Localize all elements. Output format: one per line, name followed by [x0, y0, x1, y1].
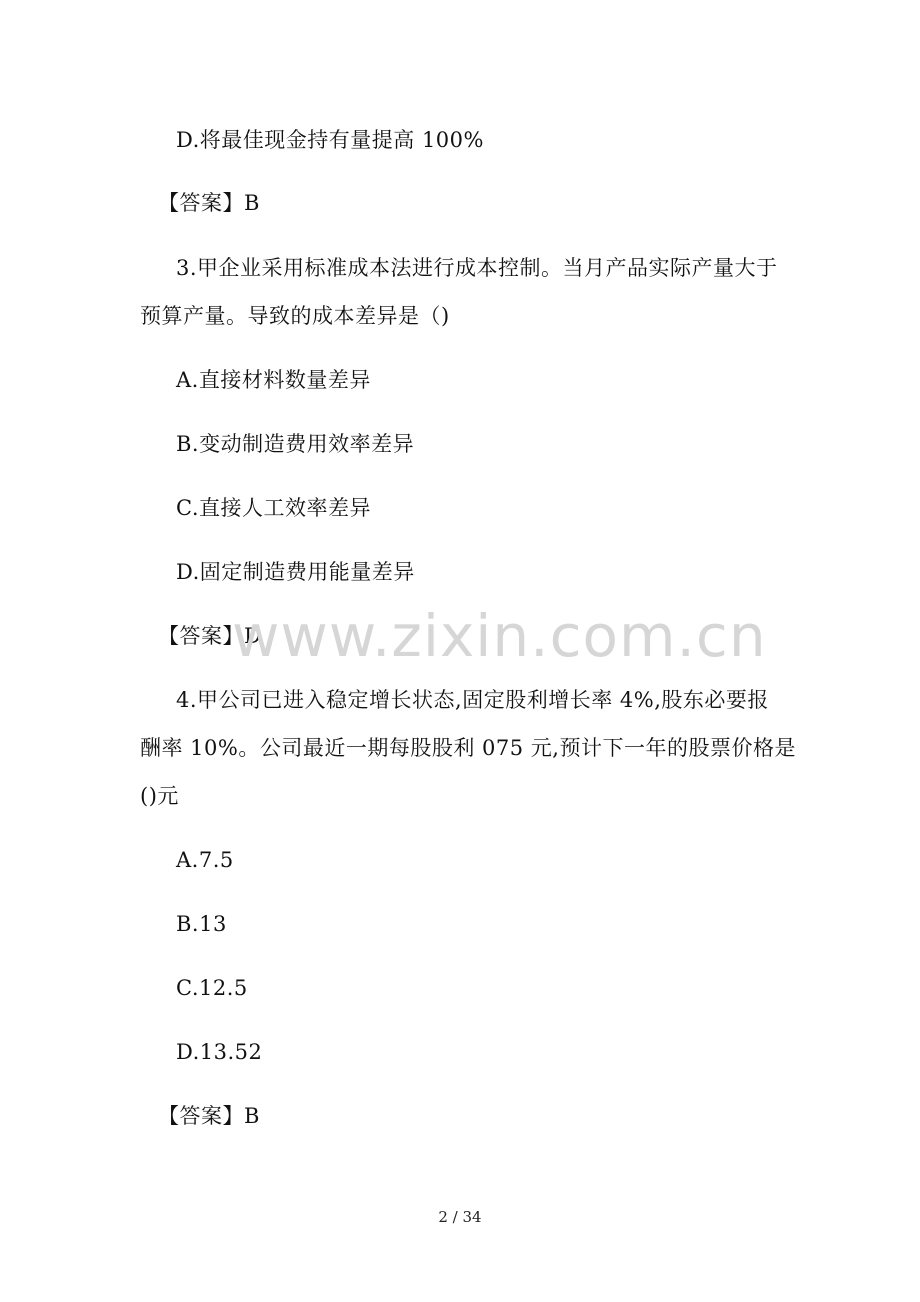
option-c-q4: C.12.5: [176, 976, 248, 1000]
answer-q3: 【答案】D: [158, 624, 262, 648]
answer-q2: 【答案】B: [158, 191, 260, 215]
option-d-q3: D.固定制造费用能量差异: [176, 560, 415, 584]
question-4-line-1: 4.甲公司已进入稳定增长状态,固定股利增长率 4%,股东必要报: [176, 688, 769, 712]
option-d-q4: D.13.52: [176, 1040, 263, 1064]
option-d-q2: D.将最佳现金持有量提高 100%: [176, 128, 484, 152]
question-3-line-2: 预算产量。导致的成本差异是（): [140, 304, 450, 328]
watermark: www.zixin.com.cn: [232, 602, 767, 670]
option-b-q3: B.变动制造费用效率差异: [176, 432, 415, 456]
answer-q4: 【答案】B: [158, 1104, 260, 1128]
option-a-q4: A.7.5: [176, 848, 234, 872]
question-3-line-1: 3.甲企业采用标准成本法进行成本控制。当月产品实际产量大于: [176, 256, 778, 280]
option-a-q3: A.直接材料数量差异: [176, 368, 371, 392]
question-4-line-2: 酬率 10%。公司最近一期每股股利 075 元,预计下一年的股票价格是: [140, 736, 796, 760]
option-b-q4: B.13: [176, 912, 227, 936]
question-4-line-3: ()元: [140, 784, 179, 808]
option-c-q3: C.直接人工效率差异: [176, 496, 371, 520]
page-number: 2 / 34: [438, 1208, 482, 1226]
